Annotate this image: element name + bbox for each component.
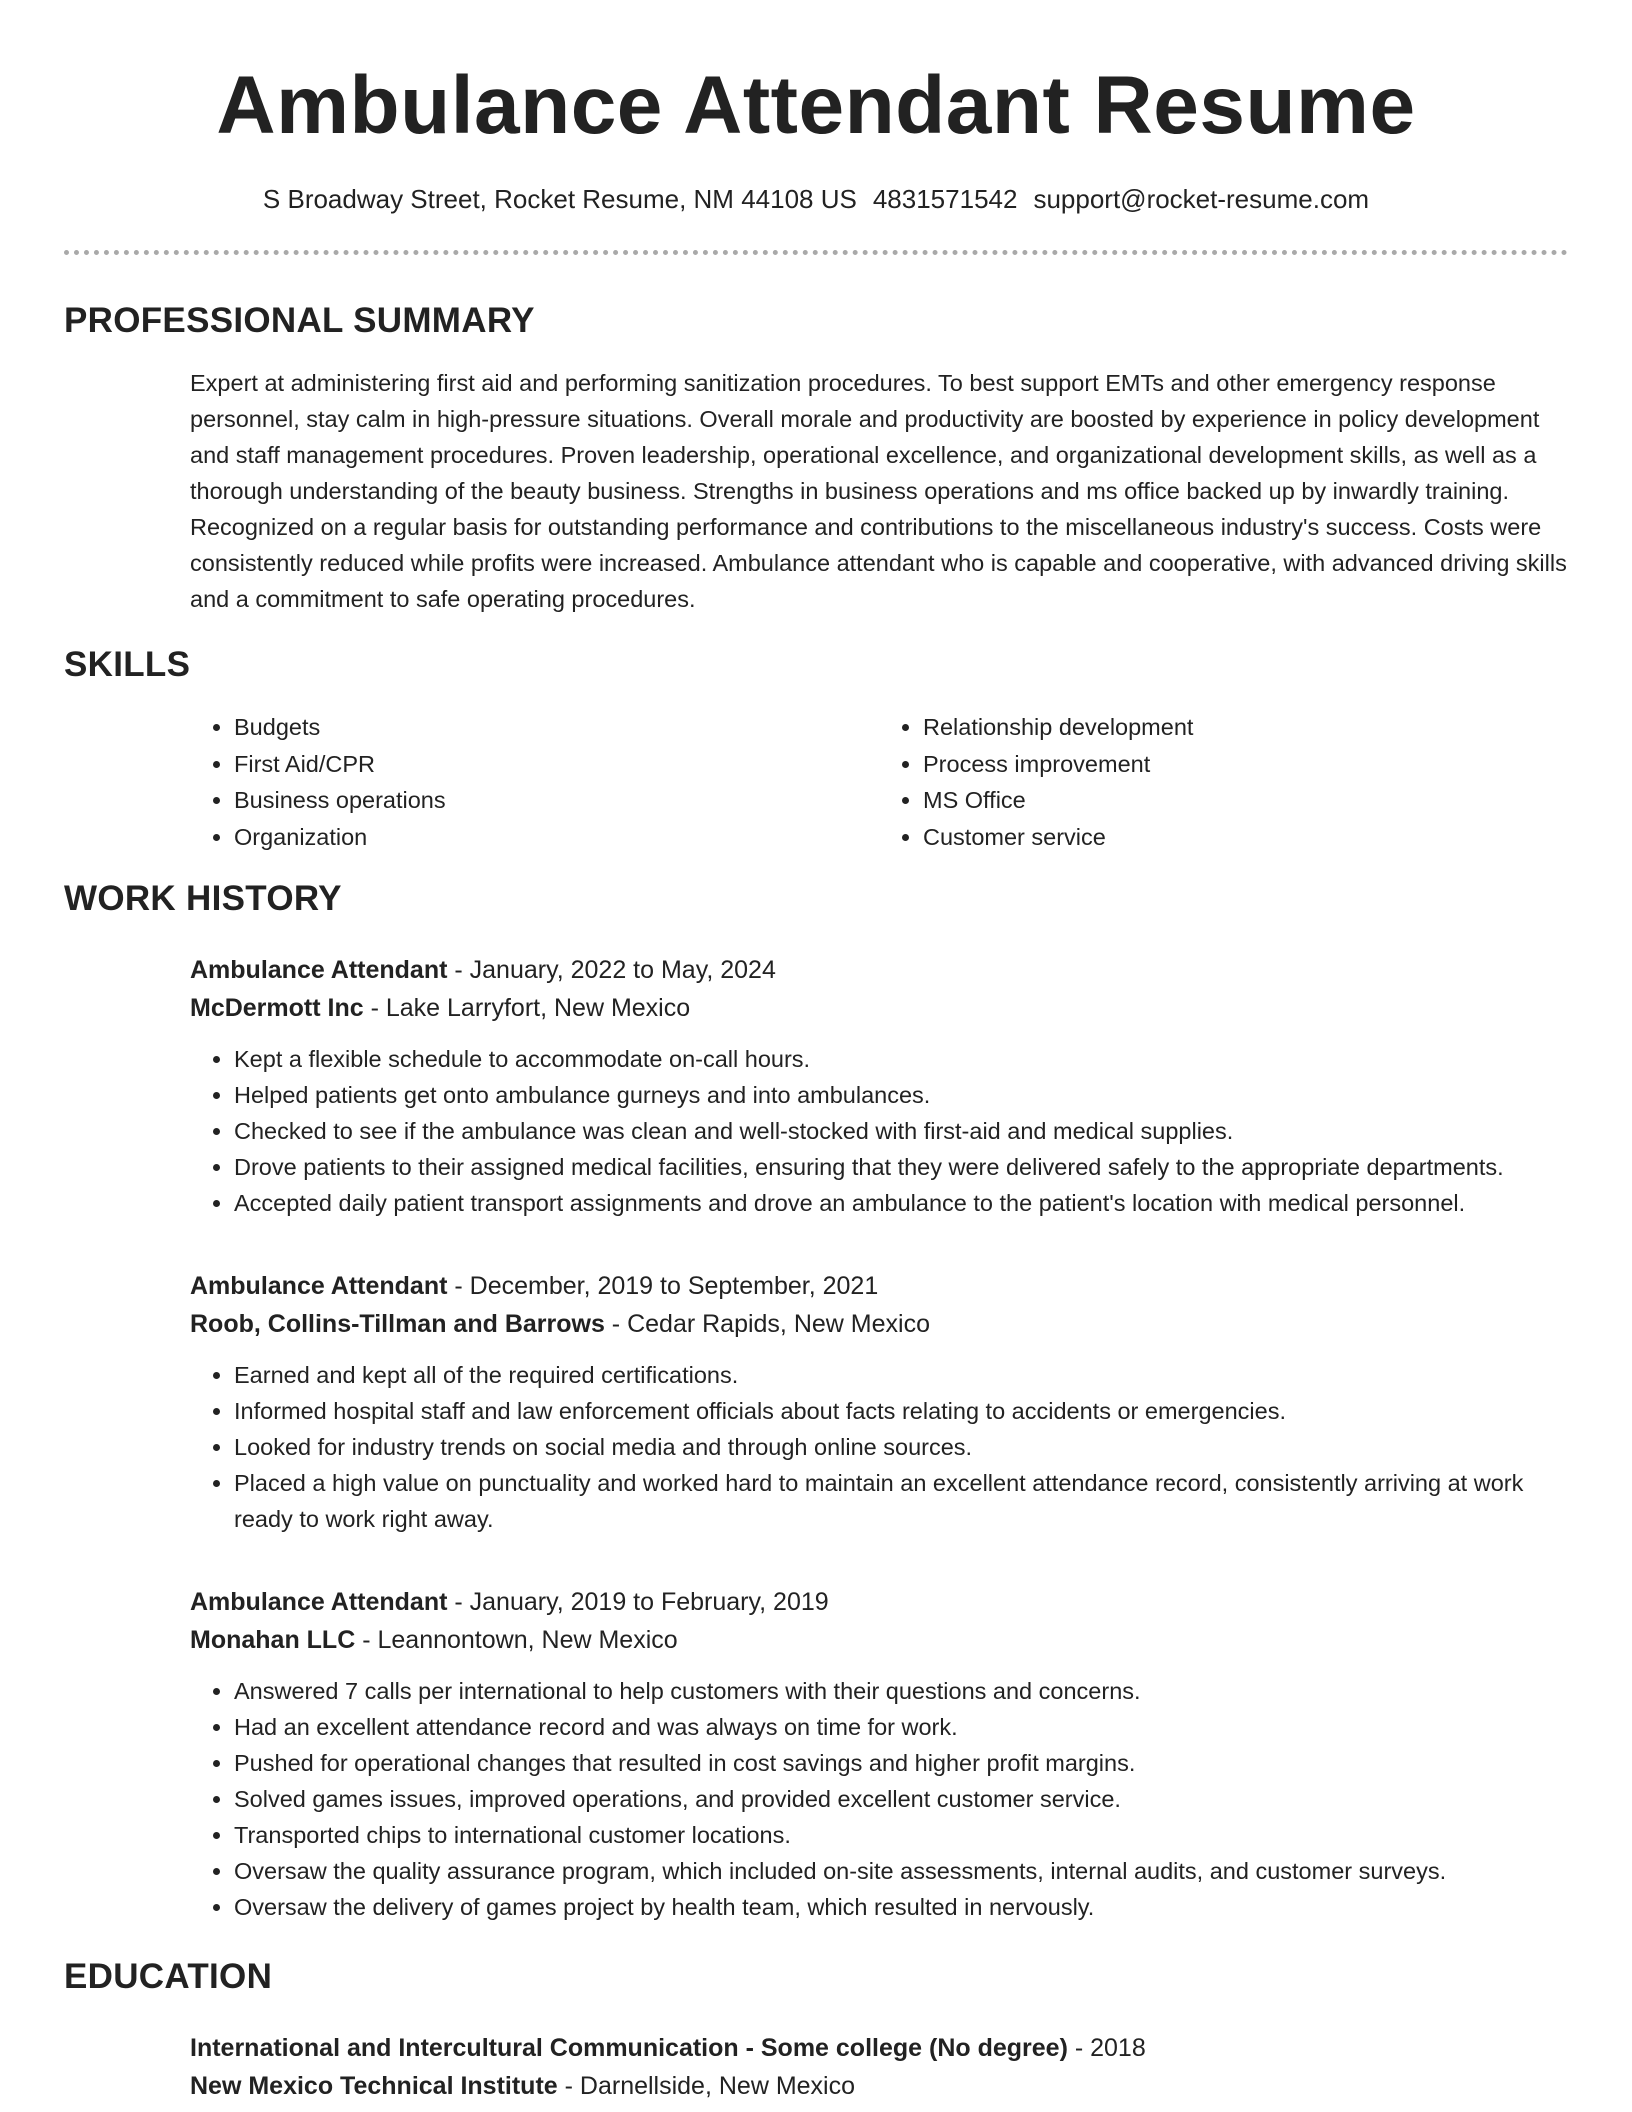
education-location: - Darnellside, New Mexico xyxy=(557,2072,856,2100)
education-degree-line xyxy=(190,2029,1568,2067)
job-bullet: • Checked to see if the ambulance was clean and well-stocked with first-aid and medical supplies. xyxy=(234,1113,1568,1149)
job-bullet: • Drove patients to their assigned medical facilities, ensuring that they were delivered safely to the appropriate departments. xyxy=(234,1149,1568,1185)
contact-line xyxy=(64,182,1568,216)
education-section xyxy=(64,2029,1568,2105)
job-bullet: • Earned and kept all of the required certifications. xyxy=(234,1357,1568,1393)
job-company-line xyxy=(190,1305,1568,1343)
job-dates: - January, 2022 to May, 2024 xyxy=(447,956,776,984)
job-dates: - December, 2019 to September, 2021 xyxy=(447,1272,879,1300)
contact-phone: 4831571542 xyxy=(872,184,1018,214)
skill-item: • Customer service xyxy=(923,819,1568,856)
job-dates: - January, 2019 to February, 2019 xyxy=(447,1588,829,1616)
job-location: - Cedar Rapids, New Mexico xyxy=(604,1310,930,1338)
job-bullet: • Helped patients get onto ambulance gurneys and into ambulances. xyxy=(234,1077,1568,1113)
job-bullet: • Oversaw the delivery of games project by health team, which resulted in nervously. xyxy=(234,1889,1568,1925)
skill-item: • Budgets xyxy=(234,709,879,746)
job-title: Ambulance Attendant xyxy=(190,1272,448,1300)
skill-item: • Organization xyxy=(234,819,879,856)
education-degree: International and Intercultural Communication - Some college (No degree) xyxy=(190,2034,1068,2062)
skills-grid xyxy=(190,709,1568,855)
job-company-line xyxy=(190,989,1568,1027)
job-entry xyxy=(190,951,1568,1221)
skills-heading: SKILLS xyxy=(64,645,191,684)
skill-item: • MS Office xyxy=(923,782,1568,819)
skill-item: • Relationship development xyxy=(923,709,1568,746)
job-title: Ambulance Attendant xyxy=(190,956,448,984)
job-bullet: • Transported chips to international customer locations. xyxy=(234,1817,1568,1853)
job-company: Monahan LLC xyxy=(190,1626,356,1654)
job-bullet: • Had an excellent attendance record and was always on time for work. xyxy=(234,1709,1568,1745)
job-company: McDermott Inc xyxy=(190,994,364,1022)
job-bullet: • Placed a high value on punctuality and worked hard to maintain an excellent attendance record, consistently arriving at work ready to work right away. xyxy=(234,1465,1568,1537)
job-bullet: • Solved games issues, improved operations, and provided excellent customer service. xyxy=(234,1781,1568,1817)
skills-section xyxy=(64,709,1568,855)
job-bullet: • Answered 7 calls per international to help customers with their questions and concerns. xyxy=(234,1673,1568,1709)
resume-title: Ambulance Attendant Resume xyxy=(216,60,1416,151)
job-bullet: • Informed hospital staff and law enforcement officials about facts relating to accidents or emergencies. xyxy=(234,1393,1568,1429)
job-company-line xyxy=(190,1621,1568,1659)
job-location: - Lake Larryfort, New Mexico xyxy=(363,994,691,1022)
job-bullet: • Looked for industry trends on social media and through online sources. xyxy=(234,1429,1568,1465)
job-location: - Leannontown, New Mexico xyxy=(355,1626,678,1654)
skill-item: • First Aid/CPR xyxy=(234,746,879,783)
summary-heading: PROFESSIONAL SUMMARY xyxy=(64,301,535,340)
job-bullets xyxy=(190,1357,1568,1537)
job-company: Roob, Collins-Tillman and Barrows xyxy=(190,1310,605,1338)
education-heading: EDUCATION xyxy=(64,1957,273,1996)
job-bullet: • Oversaw the quality assurance program, which included on-site assessments, internal audits, and customer surveys. xyxy=(234,1853,1568,1889)
job-title: Ambulance Attendant xyxy=(190,1588,448,1616)
work-history-section xyxy=(64,951,1568,1925)
work-history-heading: WORK HISTORY xyxy=(64,879,342,918)
job-bullet: • Pushed for operational changes that resulted in cost savings and higher profit margins. xyxy=(234,1745,1568,1781)
skill-item: • Process improvement xyxy=(923,746,1568,783)
skill-item: • Business operations xyxy=(234,782,879,819)
education-school: New Mexico Technical Institute xyxy=(190,2072,558,2100)
summary-text: Expert at administering first aid and performing sanitization procedures. To best support EMTs and other emergency response personnel, stay calm in high-pressure situations. Overall morale and productivity are boosted by experience in policy development and staff management procedures. Proven leadership, operational excellence, and organizational development skills, as well as a thorough understanding of the beauty business. Strengths in business operations and ms office backed up by inwardly training. Recognized on a regular basis for outstanding performance and contributions to the miscellaneous industry's success. Costs were consistently reduced while profits were increased. Ambulance attendant who is capable and cooperative, with advanced driving skills and a commitment to safe operating procedures. xyxy=(190,370,1567,612)
contact-email: support@rocket-resume.com xyxy=(1033,184,1370,214)
job-title-line xyxy=(190,951,1568,989)
summary-section xyxy=(64,365,1568,617)
job-bullet: • Accepted daily patient transport assignments and drove an ambulance to the patient's location with medical personnel. xyxy=(234,1185,1568,1221)
job-bullets xyxy=(190,1041,1568,1221)
education-school-line xyxy=(190,2067,1568,2105)
job-title-line xyxy=(190,1583,1568,1621)
contact-address: S Broadway Street, Rocket Resume, NM 44108 US xyxy=(262,184,857,214)
skills-column-right xyxy=(879,709,1568,855)
job-bullets xyxy=(190,1673,1568,1925)
header-divider xyxy=(64,250,1568,255)
job-entry xyxy=(190,1583,1568,1925)
skills-column-left xyxy=(190,709,879,855)
job-title-line xyxy=(190,1267,1568,1305)
job-entry xyxy=(190,1267,1568,1537)
education-year: - 2018 xyxy=(1067,2034,1146,2062)
job-bullet: • Kept a flexible schedule to accommodate on-call hours. xyxy=(234,1041,1568,1077)
